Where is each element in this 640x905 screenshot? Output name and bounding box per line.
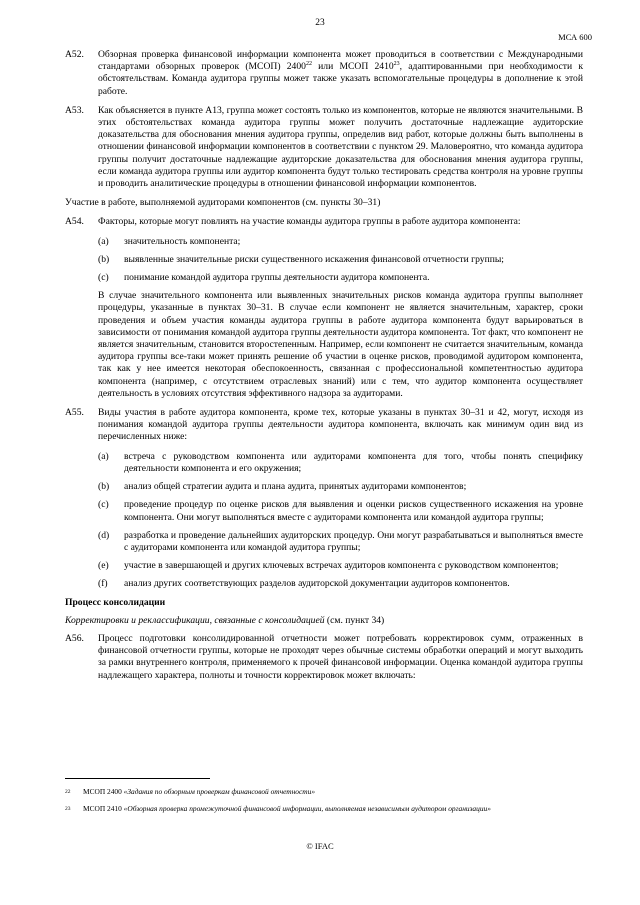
paragraph-text: Как объясняется в пункте A13, группа может состоять только из компонентов, которые не являются значительными. В этих обстоятельствах команда аудитора группы может получить достаточные надлежащие аудиторские доказательства для обоснования мнения аудитора группы, определив вид работ, которые должны быть выполнены в отношении финансовой информации компонентов в соответствии с пунктом 29. Маловероятно, что команда аудитора группы получит достаточные надлежащие аудиторские доказательства для обоснования мнения аудитора группы, если команда аудитора группы или аудитор компонента будут только тестировать средства контроля на уровне группы и проводить аналитические процедуры в отношении финансовой информации компонентов.: [98, 104, 583, 190]
list-item: (a) встреча с руководством компонента или аудиторами компонента для того, чтобы понять специфику деятельности компонента и его окружения;: [98, 450, 583, 474]
section-heading-participation: Участие в работе, выполняемой аудиторами компонентов (см. пункты 30–31): [65, 197, 381, 209]
copyright-footer: © IFAC: [306, 841, 334, 851]
paragraph-text: Процесс подготовки консолидированной отчетности может потребовать корректировок сумм, отраженных в финансовой отчетности группы, которые не проходят через обычные системы обработки операций и могут выходить за рамки внутреннего контроля, применяемого к прочей финансовой информации. Оценка командой аудитора группы надлежащего характера, полноты и точности корректировок может включать:: [98, 632, 583, 681]
footnote-23: 23 МСОП 2410 «Обзорная проверка промежуточной финансовой информации, выполняемая независимым аудитором организации»: [65, 804, 491, 813]
paragraph-a54: [65, 216, 583, 228]
list-item: (a) значительность компонента;: [98, 235, 241, 247]
list-a54: [98, 236, 583, 400]
list-item: (e) участие в завершающей и других ключевых встречах аудиторов компонента с руководством компонентов;: [98, 560, 559, 572]
footnotes: [65, 787, 585, 821]
page-number: 23: [315, 18, 325, 28]
paragraph-text: Виды участия в работе аудитора компонента, кроме тех, которые указаны в пунктах 30–31 и 42, могут, исходя из понимания командой аудитора группы деятельности аудитора компонента, включать как минимум один вид из перечисленных ниже:: [98, 407, 583, 443]
footnote-ref-23[interactable]: 23: [393, 61, 400, 68]
paragraph-a52: [65, 49, 583, 98]
paragraph-number: A56.: [65, 632, 84, 644]
paragraph-number: A52.: [65, 49, 84, 60]
list-item: (b) анализ общей стратегии аудита и плана аудита, принятых аудиторами компонентов;: [98, 481, 467, 493]
footnote-ref-22[interactable]: 22: [305, 61, 312, 68]
list-item: (f) анализ других соответствующих разделов аудиторской документации аудиторов компонентов.: [98, 578, 510, 590]
paragraph-a56: [65, 633, 583, 682]
paragraph-text: Обзорная проверка финансовой информации компонента может проводиться в соответствии с Международными стандартами обзорных проверок (МСОП) 2400$^{22}$ или МСОП 2410$^{23}$, адаптированными при необходимости к обстоятельствам. Команда аудитора группы может также указать вспомогательные процедуры в дополнение к этой работе.: [98, 49, 583, 97]
list-item: (d) разработка и проведение дальнейших аудиторских процедур. Они могут разрабатываться и выполняться вместе с аудиторами компонента или командой аудитора группы;: [98, 529, 583, 553]
section-heading-consolidation: Процесс консолидации: [65, 596, 166, 608]
subsection-heading-adjustments: Корректировки и реклассификации, связанные с консолидацией (см. пункт 34): [65, 614, 385, 626]
paragraph-a53: [65, 105, 583, 190]
footnote-22: 22 МСОП 2400 «Задания по обзорным проверкам финансовой отчетности»: [65, 787, 316, 796]
paragraph-number: A54.: [65, 216, 84, 228]
list-item: (b) выявленные значительные риски существенного искажения финансовой отчетности группы;: [98, 253, 504, 265]
document-code: МСА 600: [558, 32, 592, 42]
list-a55: [98, 451, 583, 591]
paragraph-number: A55.: [65, 407, 84, 419]
paragraph-number: A53.: [65, 104, 84, 116]
paragraph-text: В случае значительного компонента или выявленных значительных рисков команда аудитора группы выполняет процедуры, указанные в пунктах 30–31. В случае если компонент не является значительным, характер, сроки проведения и объем участия команды аудитора группы в работе аудитора компонента будут варьироваться в зависимости от понимания командой аудитора группы деятельности аудитора компонента. Тот факт, что компонент не является значительным, становится второстепенным. Например, если компонент не считается значительным, команда аудитора группы все-таки может принять решение об участии в оценке рисков, проводимой аудитором компонента, так как у нее имеется некоторая обеспокоенность, связанная с профессиональной компетентностью аудитора компонента (например, с отсутствием отраслевых знаний) или с тем, что аудитор компонента осуществляет деятельность в условиях отсутствия эффективного надзора за аудиторами.: [98, 290, 583, 399]
paragraph-a55: [65, 407, 583, 444]
page-content: [65, 49, 583, 689]
paragraph-text: Факторы, которые могут повлиять на участие команды аудитора группы в работе аудитора компонента:: [98, 216, 521, 228]
footnote-divider: [65, 778, 210, 779]
list-item: (c) понимание командой аудитора группы деятельности аудитора компонента.: [98, 272, 430, 284]
list-item: (c) проведение процедур по оценке рисков для выявления и оценки рисков существенного искажения на уровне компонента. Они могут выполняться вместе с аудиторами компонента или командой аудитора группы;: [98, 499, 583, 523]
